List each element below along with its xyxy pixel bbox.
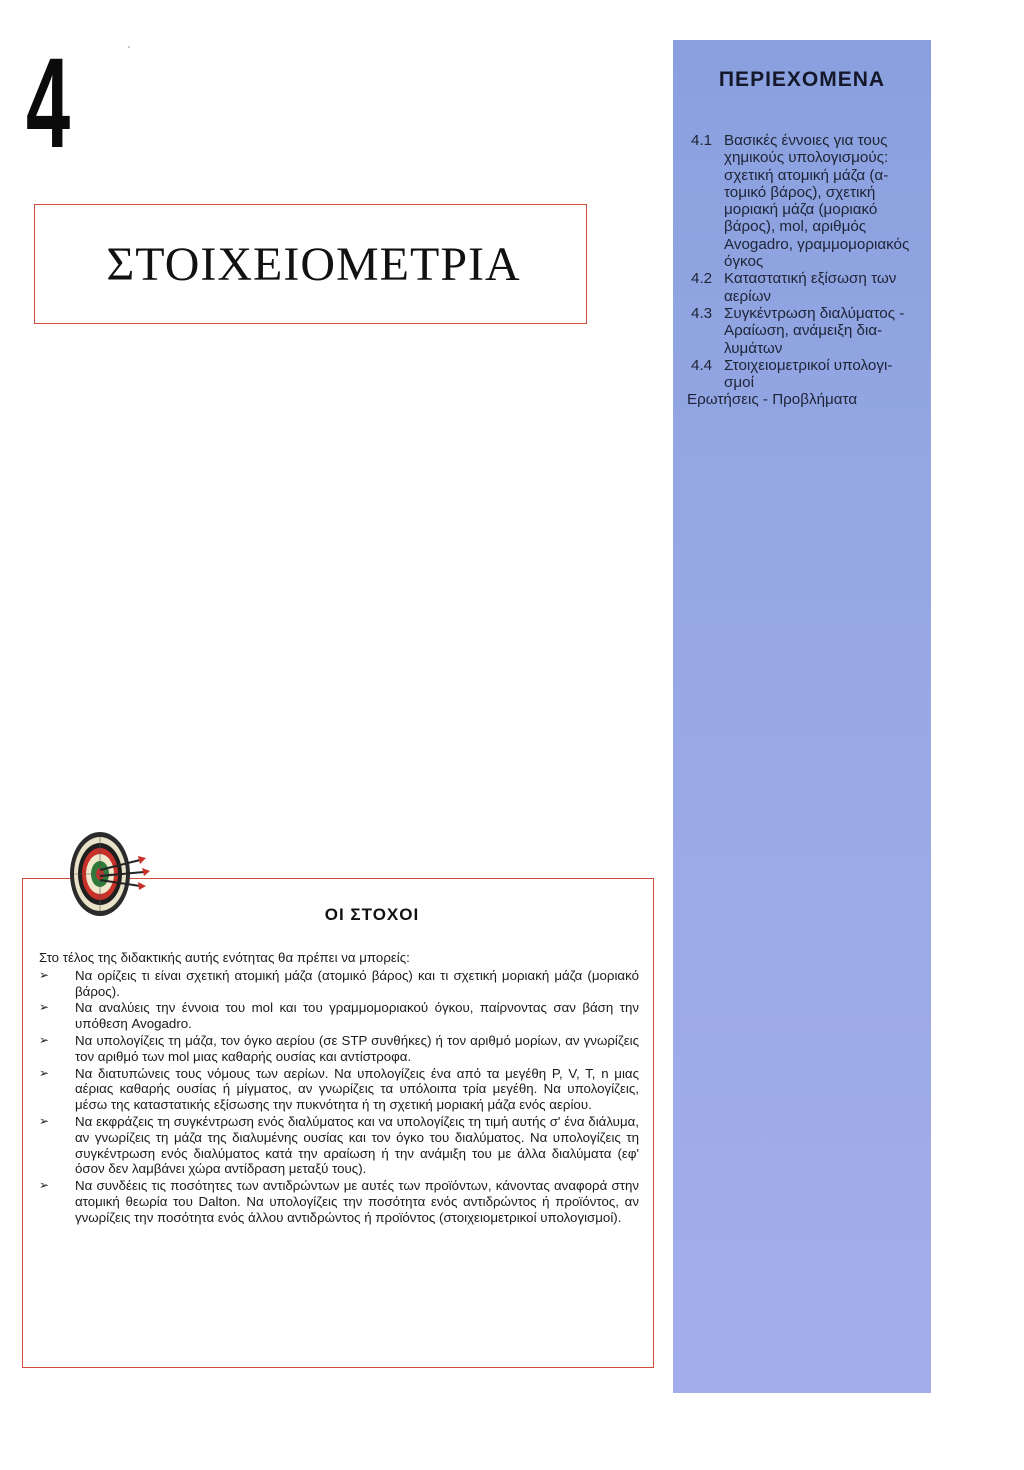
- toc-item[interactable]: [691, 132, 919, 270]
- toc-item-number: 4.4: [691, 356, 713, 374]
- goal-bullet: ➢: [39, 1178, 50, 1193]
- goal-bullet: ➢: [39, 1065, 50, 1080]
- toc-item-number: 4.1: [691, 132, 713, 149]
- toc-item-text: Καταστατική εξίσωση των αερίων: [724, 270, 897, 305]
- goal-text: Να εκφράζεις τη συγκέντρωση ενός διαλύματος και να υπολογίζεις τη τιμή αυτής σ' ένα διάλυμα, αν γνωρίζεις τη μάζα της διαλυμένης ουσίας και τον όγκο του διαλύματος. Να υπολογίζεις τη συγκέντρωση ενός διαλύματος κατά την αραίωση ή την ανάμιξη του με άλλα διαλύματα (εφ' όσον δεν λαμβάνει χώρα αντίδραση μεταξύ τους).: [75, 1113, 639, 1177]
- toc-item[interactable]: [691, 305, 919, 357]
- toc-item-questions[interactable]: Ερωτήσεις - Προβλήματα: [687, 391, 858, 409]
- goal-item: [39, 1033, 639, 1065]
- goal-item: [39, 1178, 639, 1225]
- contents-title: ΠΕΡΙΕΧΟΜΕΝΑ: [718, 68, 886, 91]
- goal-text: Να συνδέεις τις ποσότητες των αντιδρώντων με αυτές των προϊόντων, κάνοντας αναφορά στην ατομική θεωρία του Dalton. Να υπολογίζεις την ποσότητα ενός αντιδρώντος ή προϊόντος, αν γνωρίζεις την ποσότητα ενός άλλου αντιδρώντος ή προϊόντος (στοιχειομετρικοί υπολογισμοί).: [75, 1178, 639, 1225]
- toc-item[interactable]: [691, 270, 919, 305]
- toc-item-text: Βασικές έννοιες για τους χημικούς υπολογισμούς: σχετική ατομική μάζα (α-τομικό βάρος), σχετική μοριακή μάζα (μοριακό βάρος), mol, αριθμός Avogadro, γραμμομοριακός όγκος: [724, 132, 910, 271]
- goal-text: Να υπολογίζεις τη μάζα, τον όγκο αερίου (σε STP συνθήκες) ή τον αριθμό μορίων, αν γνωρίζεις τον αριθμό των mol μιας καθαρής ουσίας και αντίστροφα.: [75, 1032, 639, 1064]
- goals-content: [39, 950, 639, 1227]
- toc-item-number: 4.3: [691, 304, 713, 322]
- goal-text: Να αναλύεις την έννοια του mol και του γραμμομοριακού όγκου, παίρνοντας σαν βάση την υπόθεση Avogadro.: [75, 1000, 639, 1032]
- chapter-title: ΣΤΟΙΧΕΙΟΜΕΤΡΙΑ: [106, 237, 521, 291]
- chapter-title-box: [34, 204, 587, 324]
- goal-text: Να διατυπώνεις τους νόμους των αερίων. Να υπολογίζεις ένα από τα μεγέθη P, V, T, n μιας αέριας καθαρής ουσίας ή μίγματος, αν γνωρίζεις τα υπόλοιπα τρία μεγέθη. Να υπολογίζεις, μέσω της καταστατικής εξίσωσης την πυκνότητα ή τη σχετική μοριακή μάζα ενός αερίου.: [75, 1065, 639, 1113]
- goal-bullet: ➢: [39, 1032, 50, 1047]
- scan-speck: [128, 46, 130, 48]
- goal-bullet: ➢: [39, 967, 50, 982]
- goals-intro: Στο τέλος της διδακτικής αυτής ενότητας θα πρέπει να μπορείς:: [39, 950, 410, 965]
- toc-item[interactable]: [691, 357, 919, 392]
- goal-item: [39, 1114, 639, 1177]
- goal-item: [39, 1066, 639, 1113]
- goal-bullet: ➢: [39, 1000, 50, 1015]
- goals-title: ΟΙ ΣΤΟΧΟΙ: [324, 905, 420, 924]
- chapter-number: 4: [26, 32, 68, 175]
- goal-bullet: ➢: [39, 1113, 50, 1128]
- toc-item-text: Στοιχειομετρικοί υπολογι-σμοί: [724, 356, 893, 392]
- goal-item: [39, 968, 639, 1000]
- goal-text: Να ορίζεις τι είναι σχετική ατομική μάζα (ατομικό βάρος) και τι σχετική μοριακή μάζα (μοριακό βάρος).: [75, 967, 639, 999]
- toc-item-number: 4.2: [691, 270, 713, 288]
- toc-item-text: Συγκέντρωση διαλύματος - Αραίωση, ανάμειξη δια-λυμάτων: [724, 304, 905, 357]
- goal-item: [39, 1000, 639, 1032]
- contents-sidebar: [673, 40, 931, 1393]
